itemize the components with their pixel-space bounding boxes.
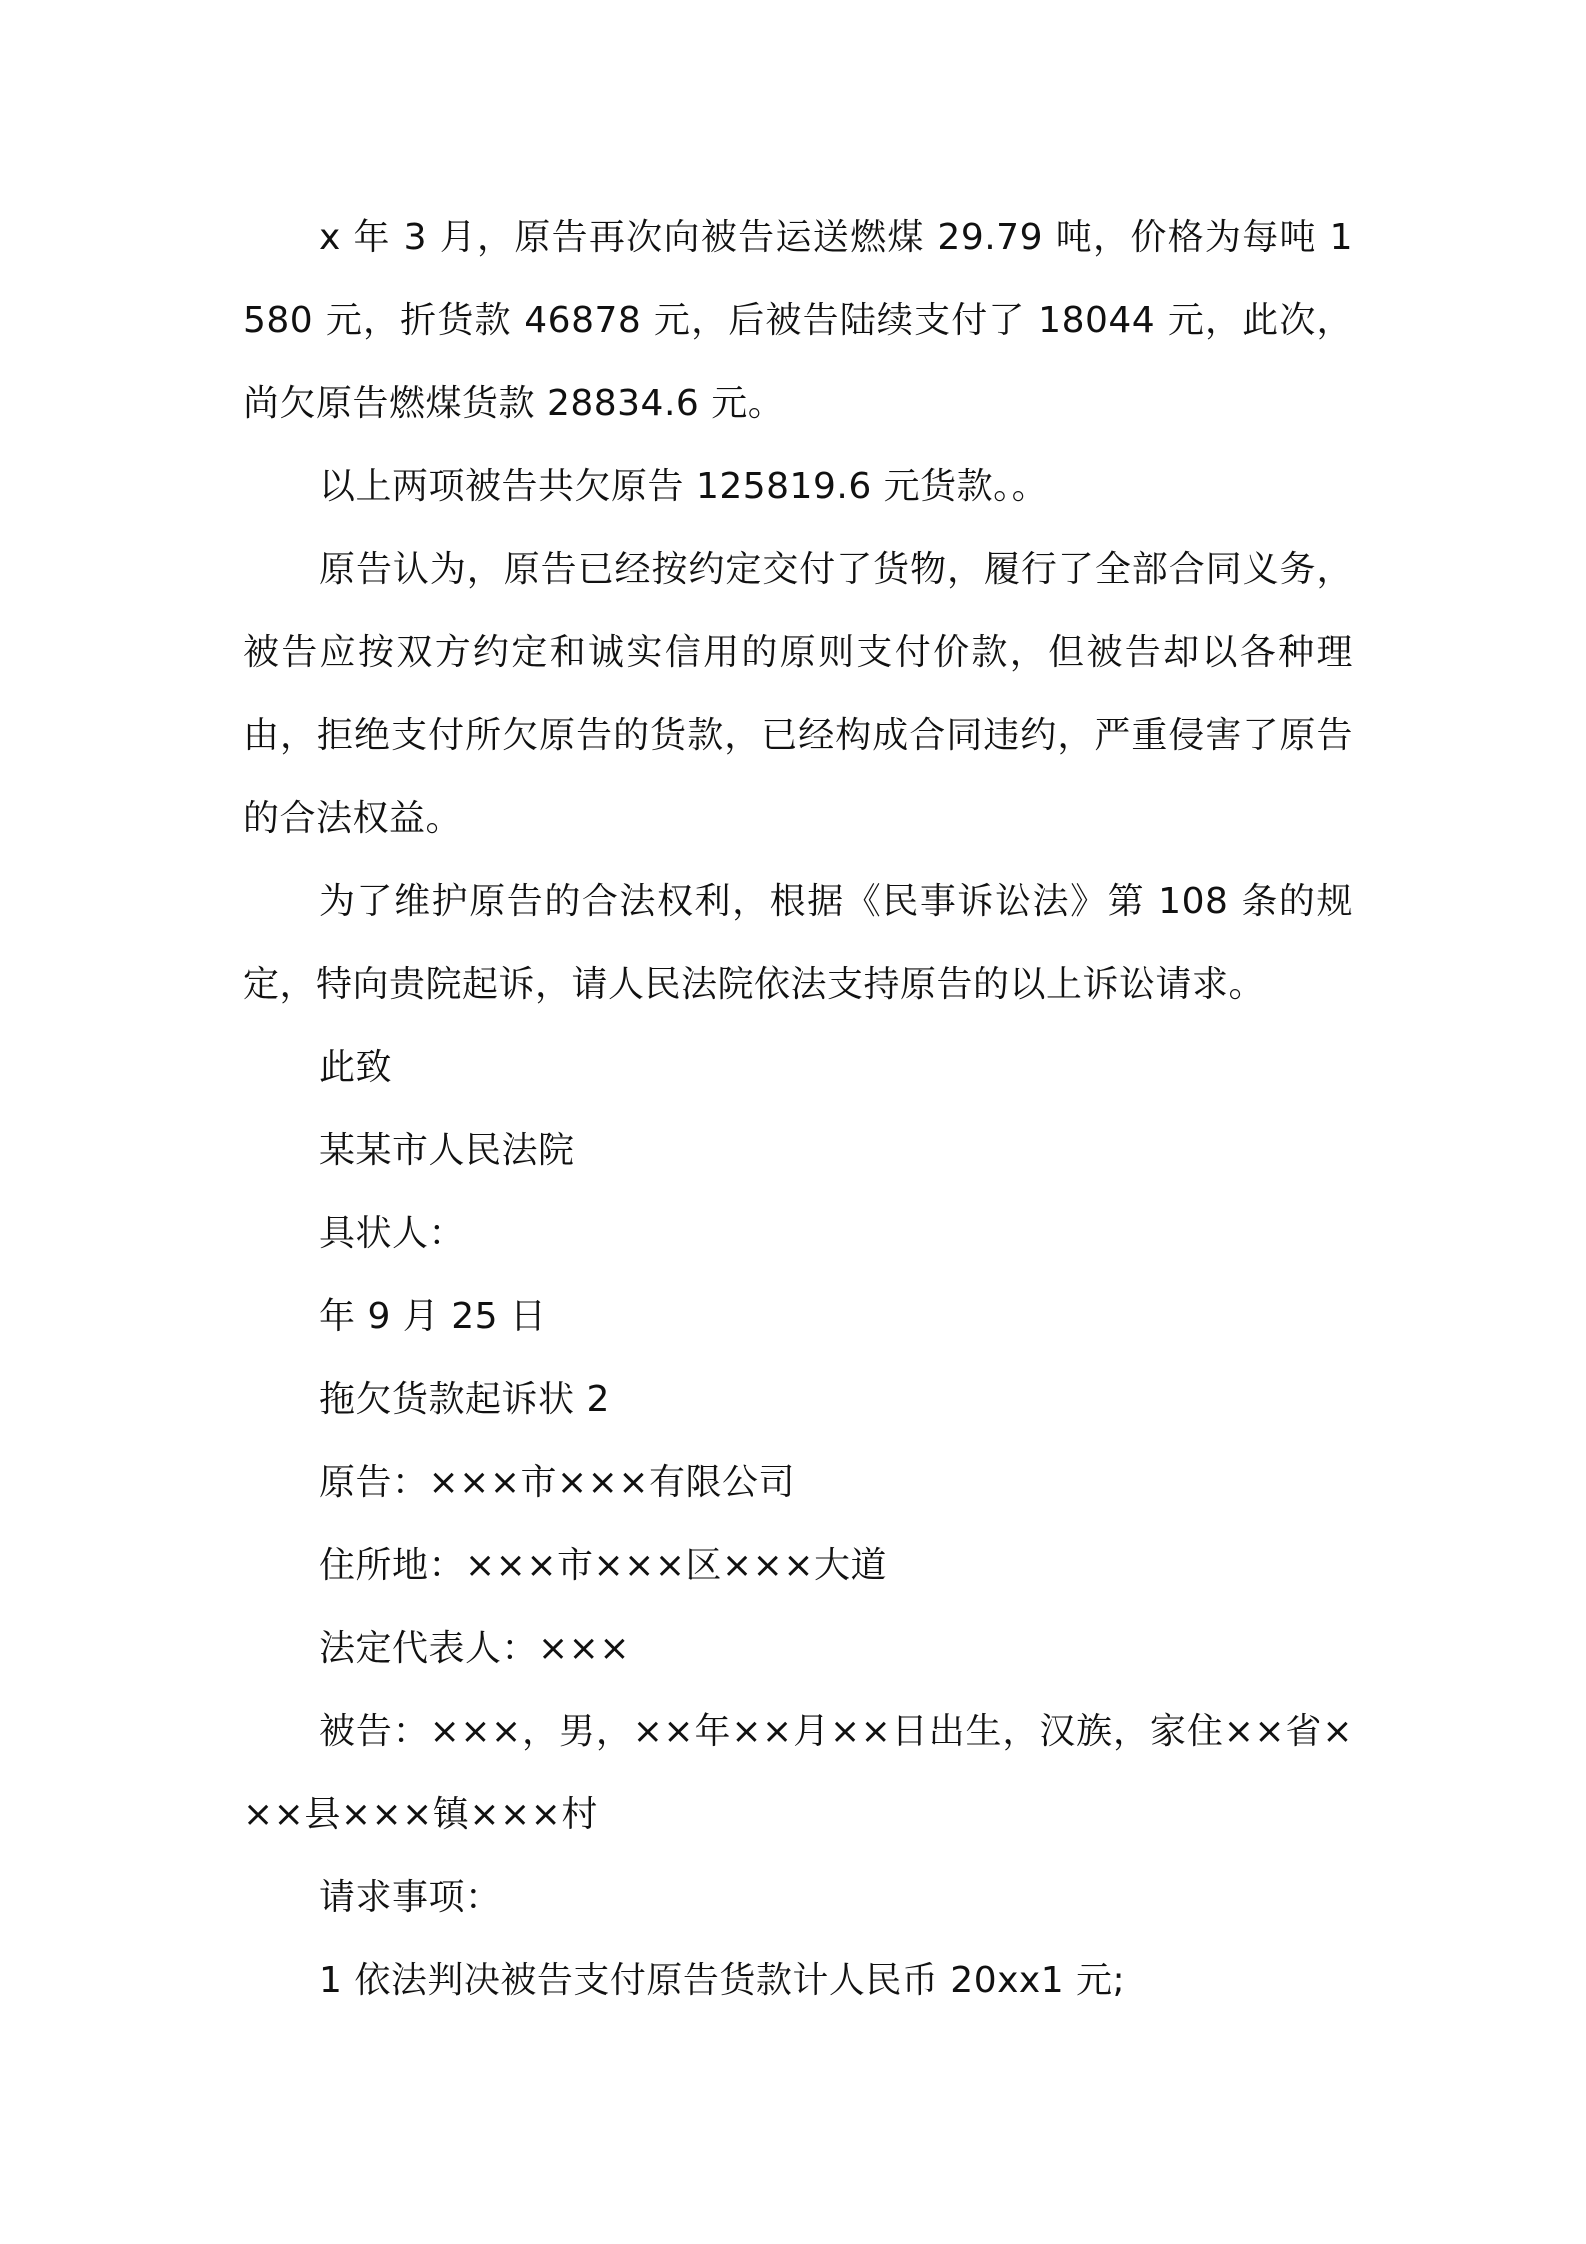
court-name: 某某市人民法院 [319,1130,575,1171]
section-title-complaint-2: 拖欠货款起诉状 2 [319,1379,610,1420]
salutation: 此致 [319,1047,393,1088]
paragraph-total-debt: 以上两项被告共欠原告 125819.6 元货款。。 [319,466,1049,507]
claim-item-1: 1 依法判决被告支付原告货款计人民币 20xx1 元; [319,1960,1126,2001]
paragraph-plaintiff-claims: 原告认为，原告已经按约定交付了货物，履行了全部合同义务，被告应按双方约定和诚实信用的原则支付价款，但被告却以各种理由，拒绝支付所欠原告的货款，已经构成合同违约，严重侵害了原告的合法权益。 [243,549,1353,839]
claims-heading: 请求事项： [319,1877,502,1918]
address-line: 住所地：×××市×××区×××大道 [319,1545,887,1586]
signatory-label: 具状人： [319,1213,466,1254]
legal-representative-line: 法定代表人：××× [319,1628,630,1669]
defendant-line: 被告：×××，男，××年××月××日出生，汉族，家住××省×××县×××镇×××村 [243,1711,1353,1835]
plaintiff-line: 原告：×××市×××有限公司 [319,1462,795,1503]
document-body [243,196,1353,2022]
paragraph-coal-shipment-march: x 年 3 月，原告再次向被告运送燃煤 29.79 吨，价格为每吨 1580 元，折货款 46878 元，后被告陆续支付了 18044 元，此次，尚欠原告燃煤货款 28834.6 元。 [243,217,1353,424]
paragraph-legal-basis: 为了维护原告的合法权利，根据《民事诉讼法》第 108 条的规定，特向贵院起诉，请人民法院依法支持原告的以上诉讼请求。 [243,881,1353,1005]
document-date: 年 9 月 25 日 [319,1296,547,1337]
